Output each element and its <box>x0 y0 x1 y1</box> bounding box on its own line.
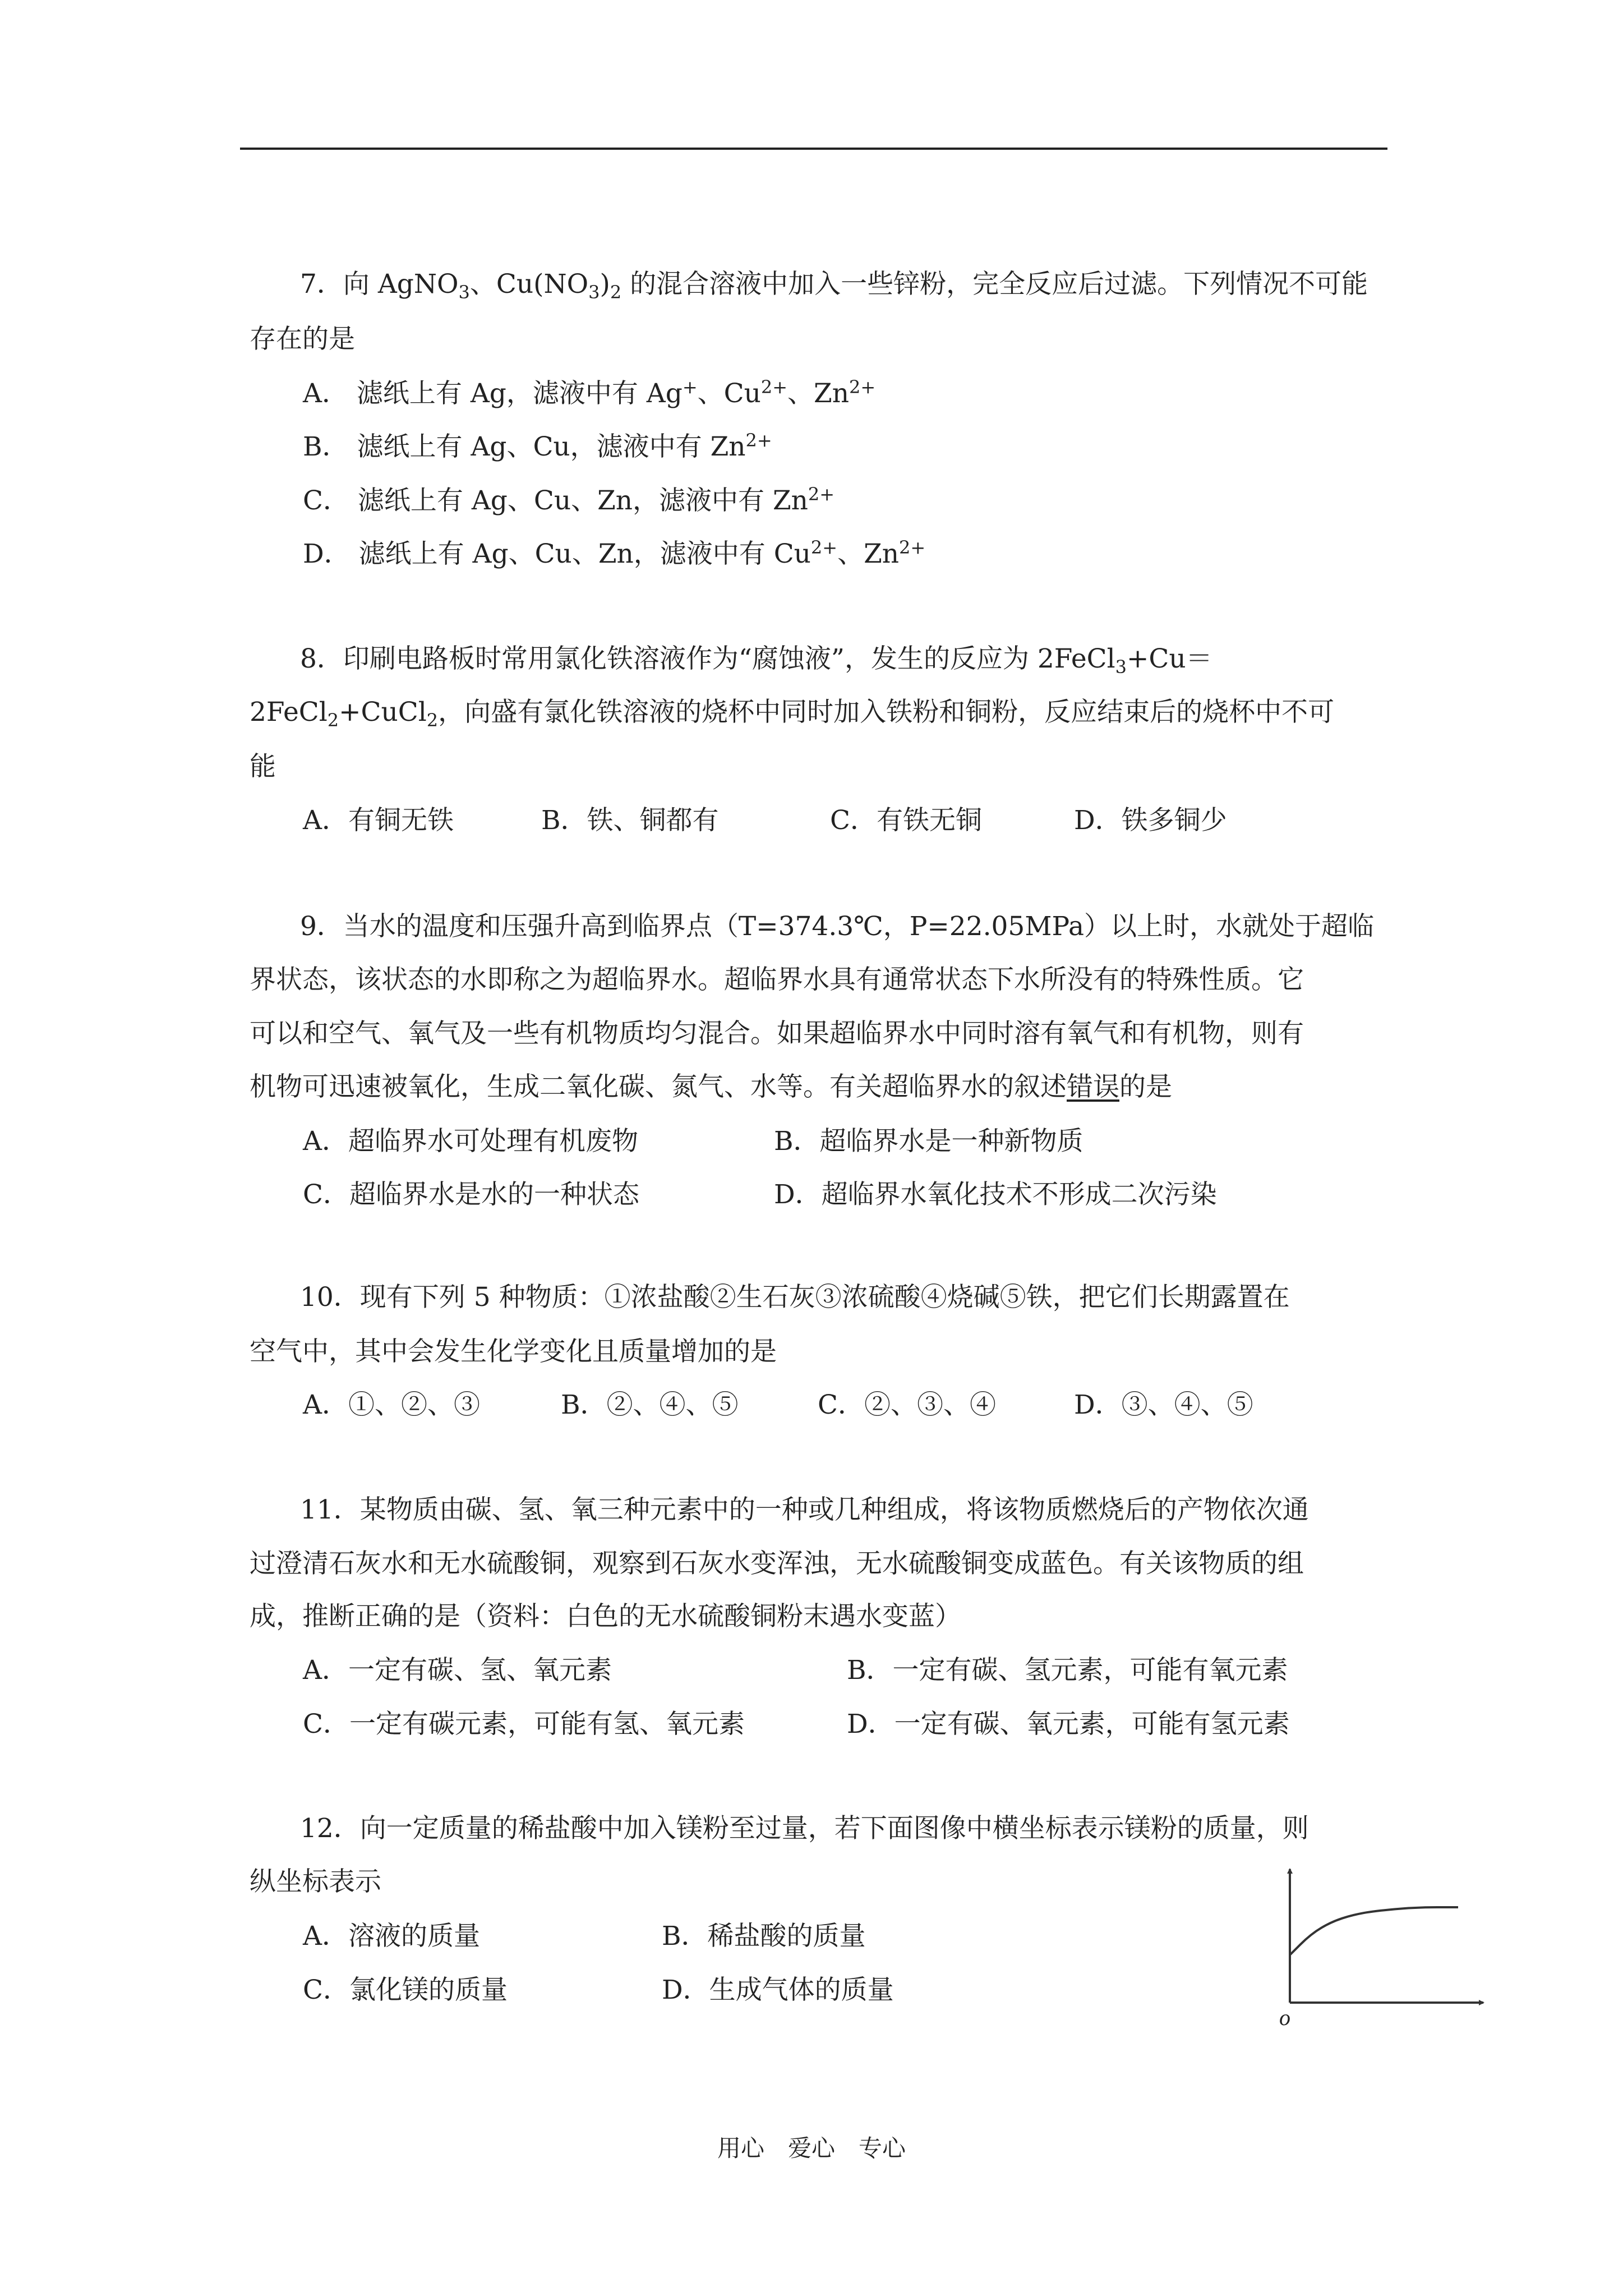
q12-stem-line1: 12．向一定质量的稀盐酸中加入镁粉至过量，若下面图像中横坐标表示镁粉的质量，则 <box>300 1813 1309 1844</box>
q12-stem-line2: 纵坐标表示 <box>250 1866 381 1897</box>
q9-underlined-keyword: 错误 <box>1067 1071 1119 1102</box>
q9-option-c: C．超临界水是水的一种状态 <box>303 1179 639 1210</box>
q8-stem-line2: 2FeCl$_2$+CuCl$_2$，向盛有氯化铁溶液的烧杯中同时加入铁粉和铜粉，反应结束后的烧杯中不可 <box>250 697 1335 731</box>
q10-option-d: D．③、④、⑤ <box>1074 1389 1253 1420</box>
q10-stem-line2: 空气中，其中会发生化学变化且质量增加的是 <box>250 1336 777 1367</box>
page-footer: 用心 爱心 专心 <box>717 2134 906 2162</box>
q12-option-d: D．生成气体的质量 <box>662 1975 894 2005</box>
q9-stem-line3: 可以和空气、氧气及一些有机物质均匀混合。如果超临界水中同时溶有氧气和有机物，则有 <box>250 1018 1304 1049</box>
q11-stem-line1: 11．某物质由碳、氢、氧三种元素中的一种或几种组成，将该物质燃烧后的产物依次通 <box>300 1494 1309 1525</box>
q9-option-b: B．超临界水是一种新物质 <box>774 1126 1083 1157</box>
q10-option-a: A．①、②、③ <box>303 1389 480 1420</box>
origin-label: o <box>1279 2005 1290 2030</box>
q7-option-c: C． 滤纸上有 Ag、Cu、Zn，滤液中有 $Zn^{2+}$ <box>303 484 835 516</box>
q10-option-b: B．②、④、⑤ <box>561 1389 739 1420</box>
graph-curve <box>1290 1907 1458 1955</box>
q9-option-a: A．超临界水可处理有机废物 <box>303 1126 638 1157</box>
q12-option-a: A．溶液的质量 <box>303 1921 480 1952</box>
q12-option-b: B．稀盐酸的质量 <box>662 1921 866 1952</box>
q9-stem-line2: 界状态，该状态的水即称之为超临界水。超临界水具有通常状态下水所没有的特殊性质。它 <box>250 964 1304 995</box>
q8-option-c: C．有铁无铜 <box>830 805 982 836</box>
q7-option-b: B． 滤纸上有 Ag、Cu，滤液中有 $Zn^{2+}$ <box>303 430 772 462</box>
header-rule <box>240 148 1387 150</box>
q11-option-c: C．一定有碳元素，可能有氢、氧元素 <box>303 1709 745 1740</box>
q8-option-d: D．铁多铜少 <box>1074 805 1227 836</box>
q11-stem-line2: 过澄清石灰水和无水硫酸铜，观察到石灰水变浑浊，无水硫酸铜变成蓝色。有关该物质的组 <box>250 1548 1304 1579</box>
q8-stem-line3: 能 <box>250 751 276 782</box>
q10-stem-line1: 10．现有下列 5 种物质：①浓盐酸②生石灰③浓硫酸④烧碱⑤铁，把它们长期露置在 <box>300 1282 1290 1313</box>
q11-option-a: A．一定有碳、氢、氧元素 <box>303 1655 612 1686</box>
q8-option-b: B．铁、铜都有 <box>541 805 719 836</box>
q8-stem-line1: 8．印刷电路板时常用氯化铁溶液作为“腐蚀液”，发生的反应为 2FeCl$_3$+Cu＝ <box>300 643 1212 678</box>
q7-stem-line2: 存在的是 <box>250 324 355 355</box>
q9-option-d: D．超临界水氧化技术不形成二次污染 <box>774 1179 1217 1210</box>
q12-option-c: C．氯化镁的质量 <box>303 1975 508 2005</box>
q8-option-a: A．有铜无铁 <box>303 805 454 836</box>
q7-option-a: A． 滤纸上有 Ag，滤液中有 Ag+、$Cu^{2+}$、$Zn^{2+}$ <box>303 376 876 409</box>
q9-stem-line1: 9．当水的温度和压强升高到临界点（T=374.3℃，P=22.05MPa）以上时，水就处于超临 <box>300 911 1374 942</box>
q10-option-c: C．②、③、④ <box>818 1389 996 1420</box>
q11-option-d: D．一定有碳、氧元素，可能有氢元素 <box>847 1709 1290 1740</box>
q7-option-d: D． 滤纸上有 Ag、Cu、Zn，滤液中有 $Cu^{2+}$、$Zn^{2+}$ <box>303 537 926 569</box>
q11-stem-line3: 成，推断正确的是（资料：白色的无水硫酸铜粉末遇水变蓝） <box>250 1601 961 1632</box>
q11-option-b: B．一定有碳、氢元素，可能有氧元素 <box>847 1655 1288 1686</box>
q12-graph <box>1265 1862 1489 2042</box>
q7-stem-line1: 7．向 AgNO$_3$、$Cu(NO_3)_2$ 的混合溶液中加入一些锌粉，完全反应后过滤。下列情况不可能 <box>300 269 1368 303</box>
q9-stem-line4: 机物可迅速被氧化，生成二氧化碳、氮气、水等。有关超临界水的叙述错误的是 <box>250 1071 1172 1102</box>
